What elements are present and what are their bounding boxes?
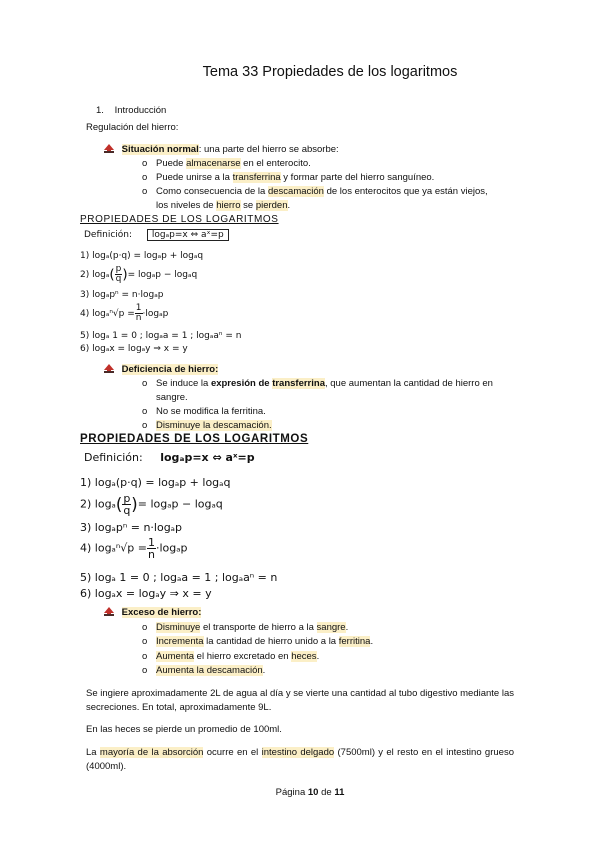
list-item: o Incrementa la cantidad de hierro unido a la ferritina. [142,636,374,647]
definition-large: Definición: logₐp=x ⇔ aˣ=p [84,451,255,464]
intro-label: Introducción [114,105,167,116]
page-number: 10 [307,787,319,798]
property-4-small: 4) logₐⁿ√p = $\frac{1}{n}$ ·logₐp [80,303,169,323]
paragraph-feces: En las heces se pierde un promedio de 100ml. [86,724,282,735]
deficiency-label: Deficiencia de hierro: [121,364,219,375]
list-item: o Puede unirse a la transferrina y formar parte del hierro sanguíneo. [142,172,435,183]
regulation-heading: Regulación del hierro: [86,122,179,133]
property-2-small: 2) logₐ( $\frac{p}{q}$ )= logₐp − logₐq [80,264,198,284]
list-item-continuation: sangre. [156,392,188,403]
excess-header [104,606,201,620]
list-item: o Como consecuencia de la descamación de los enterocitos que ya están viejos, [142,186,488,197]
arrow-bullet-icon [104,144,114,153]
definition-small: Definición: logₐp=x ⇔ aˣ=p [84,230,229,240]
property-3-small: 3) logₐpⁿ = n·logₐp [80,290,164,300]
normal-header [104,143,339,157]
list-item: o Disminuye la descamación. [142,420,272,431]
list-item-continuation: los niveles de hierro se pierden. [156,200,291,211]
property-5-small: 5) logₐ 1 = 0 ; logₐa = 1 ; logₐaⁿ = n [80,331,242,341]
page-footer: Página 10 de 11 [275,787,345,798]
list-item: o Aumenta la descamación. [142,665,266,676]
properties-heading-large: PROPIEDADES DE LOS LOGARITMOS [80,433,309,445]
property-6-small: 6) logₐx = logₐy ⇒ x = y [80,344,188,354]
normal-rest: : una parte del hierro se absorbe: [198,144,339,155]
property-3-large: 3) logₐpⁿ = n·logₐp [80,521,182,534]
excess-label: Exceso de hierro: [121,607,202,618]
list-item: o Puede almacenarse en el enterocito. [142,158,311,169]
list-item: o Se induce la expresión de transferrina, que aumentan la cantidad de hierro en [142,378,493,389]
page-title: Tema 33 Propiedades de los logaritmos [202,64,458,80]
property-2-large: 2) logₐ( $\frac{p}{q}$ )= logₐp − logₐq [80,492,223,517]
list-item: o Disminuye el transporte de hierro a la sangre. [142,622,349,633]
intro-number: 1. [96,105,104,116]
property-1-large: 1) logₐ(p·q) = logₐp + logₐq [80,476,231,489]
normal-label: Situación normal [121,144,199,155]
arrow-bullet-icon [104,607,114,616]
property-6-large: 6) logₐx = logₐy ⇒ x = y [80,587,212,600]
deficiency-header [104,363,218,377]
list-item: o Aumenta el hierro excretado en heces. [142,651,320,662]
paragraph-absorption: La mayoría de la absorción ocurre en el intestino delgado (7500ml) y el resto en el intestino grueso (4000ml). [86,747,514,772]
property-5-large: 5) logₐ 1 = 0 ; logₐa = 1 ; logₐaⁿ = n [80,571,278,584]
property-4-large: 4) logₐⁿ√p = $\frac{1}{n}$ ·logₐp [80,536,188,561]
properties-heading-small: PROPIEDADES DE LOS LOGARITMOS [80,214,279,225]
section-intro [96,104,166,118]
arrow-bullet-icon [104,364,114,373]
property-1-small: 1) logₐ(p·q) = logₐp + logₐq [80,251,204,261]
page-total: 11 [334,787,345,798]
list-item: o No se modifica la ferritina. [142,406,266,417]
paragraph-water: Se ingiere aproximadamente 2L de agua al día y se vierte una cantidad al tubo digestivo mediante las secreciones. En total, aproximadamente 9L. [86,688,514,713]
